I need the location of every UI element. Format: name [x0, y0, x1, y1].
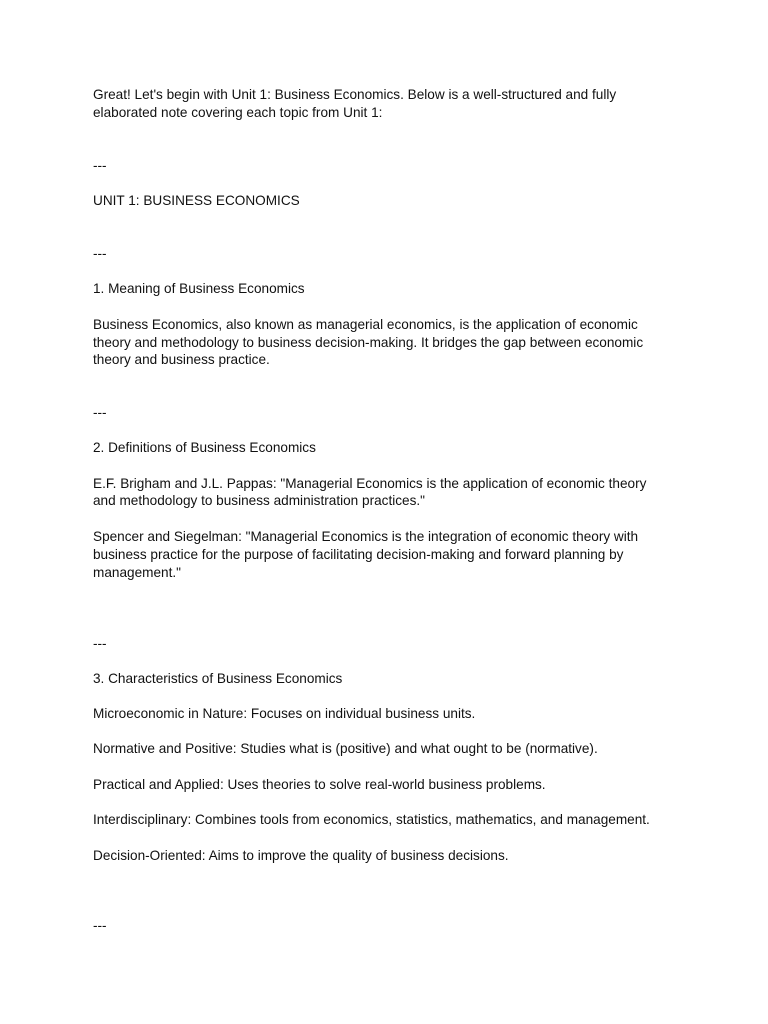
- intro-line-2: elaborated note covering each topic from Unit 1:: [93, 105, 383, 120]
- definition-2-line-3: management.": [93, 565, 181, 580]
- section-3-heading: 3. Characteristics of Business Economics: [93, 671, 343, 686]
- separator-2: ---: [93, 246, 107, 261]
- separator-4: ---: [93, 636, 107, 651]
- characteristic-item: Normative and Positive: Studies what is (positive) and what ought to be (normative).: [93, 741, 598, 756]
- definition-2-line-2: business practice for the purpose of facilitating decision-making and forward planning by: [93, 547, 624, 562]
- definition-1-line-1: E.F. Brigham and J.L. Pappas: "Managerial Economics is the application of economic theory: [93, 476, 647, 491]
- unit-title: UNIT 1: BUSINESS ECONOMICS: [93, 193, 300, 208]
- section-1-body-line-3: theory and business practice.: [93, 352, 270, 367]
- characteristic-item: Microeconomic in Nature: Focuses on individual business units.: [93, 706, 476, 721]
- intro-line-1: Great! Let's begin with Unit 1: Business Economics. Below is a well-structured and fully: [93, 87, 617, 102]
- definition-1-line-2: and methodology to business administration practices.": [93, 493, 426, 508]
- characteristic-item: Practical and Applied: Uses theories to solve real-world business problems.: [93, 777, 546, 792]
- characteristic-item: Decision-Oriented: Aims to improve the quality of business decisions.: [93, 848, 509, 863]
- separator-1: ---: [93, 158, 107, 173]
- section-1-body-line-1: Business Economics, also known as managerial economics, is the application of economic: [93, 317, 638, 332]
- characteristic-item: Interdisciplinary: Combines tools from economics, statistics, mathematics, and management.: [93, 812, 650, 827]
- section-1-heading: 1. Meaning of Business Economics: [93, 281, 305, 296]
- definition-2-line-1: Spencer and Siegelman: "Managerial Economics is the integration of economic theory with: [93, 529, 639, 544]
- section-2-heading: 2. Definitions of Business Economics: [93, 440, 316, 455]
- section-1-body-line-2: theory and methodology to business decision-making. It bridges the gap between economic: [93, 335, 644, 350]
- separator-5: ---: [93, 918, 107, 933]
- separator-3: ---: [93, 405, 107, 420]
